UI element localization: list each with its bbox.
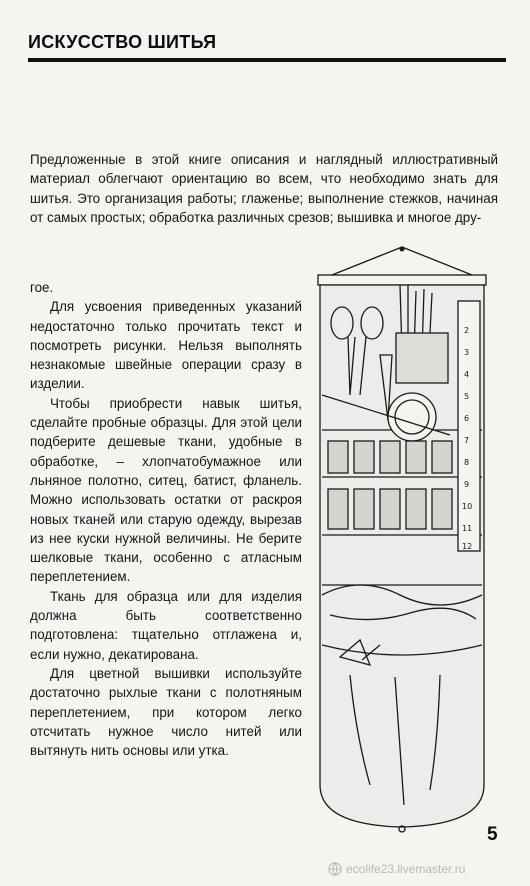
ruler-icon bbox=[458, 301, 480, 551]
paragraph-2: Чтобы приобрести навык шитья, сделайте пробные образцы. Для этой цели подберите дешевые ткани, удобные в обработке, – хлопчатобумажное или льняное полотно, ситец, батист, фланель. Можно использовать остатки от раскроя новых тканей или старую одежду, вырезав из нее куски нужной величины. Не берите шелковые ткани, особенно с атласным переплетением. bbox=[30, 395, 302, 585]
text-column bbox=[30, 278, 302, 760]
ruler-number: 5 bbox=[464, 392, 470, 401]
hanging-cord bbox=[322, 247, 482, 279]
pen-holder-pocket bbox=[396, 333, 448, 383]
ruler-number: 2 bbox=[464, 326, 470, 335]
ruler-number: 6 bbox=[464, 414, 470, 423]
ruler-number: 7 bbox=[464, 436, 470, 445]
thread-spools-row-2 bbox=[328, 489, 452, 529]
watermark bbox=[328, 862, 465, 876]
sewing-organizer-illustration bbox=[300, 245, 512, 850]
globe-icon bbox=[328, 862, 342, 876]
ruler-number: 12 bbox=[462, 542, 473, 551]
ruler-number: 10 bbox=[462, 502, 473, 511]
page-number: 5 bbox=[487, 824, 498, 845]
watermark-text: ecolife23.livemaster.ru bbox=[346, 862, 466, 876]
ruler-number: 8 bbox=[464, 458, 470, 467]
intro-paragraph-tail: гое. bbox=[30, 280, 54, 295]
ruler-number: 4 bbox=[464, 370, 470, 379]
ruler-number: 9 bbox=[464, 480, 470, 489]
paragraph-4: Для цветной вышивки используйте достаточно рыхлые ткани с полотняным переплетением, при котором легко отсчитать нужное число нитей или вытянуть нить основы или утка. bbox=[30, 665, 302, 759]
ruler-number: 3 bbox=[464, 348, 470, 357]
paragraph-3: Ткань для образца или для изделия должна быть соответственно подготовлена: тщательно отглажена и, если нужно, декатирована. bbox=[30, 588, 302, 662]
header-rule bbox=[28, 58, 506, 62]
intro-paragraph: Предложенные в этой книге описания и наглядный иллюстративный материал облегчают ориентацию во всем, что необходимо знать для шитья. Это организация работы; глаженье; выполнение стежков, начиная от самых простых; обработка различных срезов; вышивка и многое дру- bbox=[30, 152, 498, 225]
paragraph-1: Для усвоения приведенных указаний недостаточно только прочитать текст и посмотреть рисунки. Нельзя выполнять незнакомые швейные операции сразу в изделии. bbox=[30, 299, 302, 392]
hanging-rod bbox=[318, 275, 486, 285]
page-header-title: ИСКУССТВО ШИТЬЯ bbox=[28, 32, 217, 52]
ruler-number: 11 bbox=[462, 524, 473, 533]
thread-spools-row-1 bbox=[328, 441, 452, 473]
